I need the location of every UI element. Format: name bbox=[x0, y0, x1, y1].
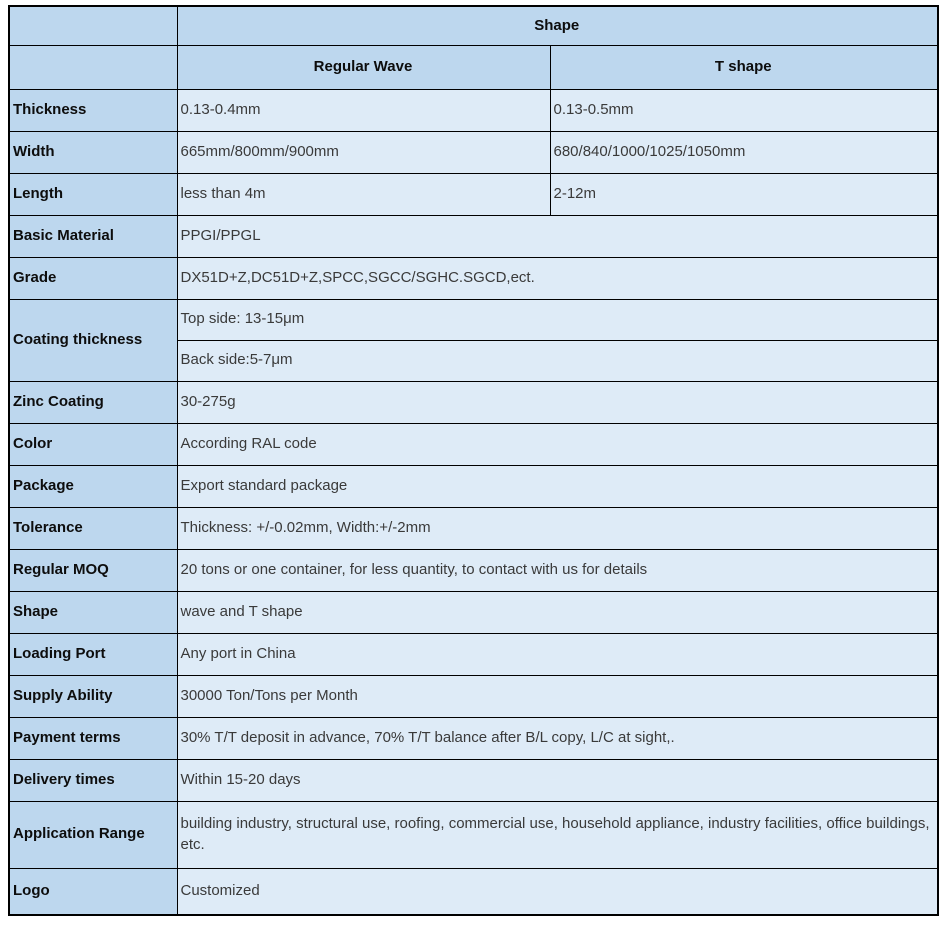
row-value: Customized bbox=[177, 868, 938, 915]
product-spec-table bbox=[8, 5, 939, 916]
table-row-coating-top-side bbox=[9, 299, 938, 340]
row-value-back-side: Back side:5-7μm bbox=[177, 340, 938, 381]
row-value: Any port in China bbox=[177, 633, 938, 675]
row-value: PPGI/PPGL bbox=[177, 215, 938, 257]
row-label: Length bbox=[9, 173, 177, 215]
row-label: Thickness bbox=[9, 89, 177, 131]
table-row-thickness bbox=[9, 89, 938, 131]
table-row-zinc-coating bbox=[9, 381, 938, 423]
column-header-regular-wave: Regular Wave bbox=[177, 45, 550, 89]
row-value: Within 15-20 days bbox=[177, 759, 938, 801]
row-value-t-shape: 0.13-0.5mm bbox=[550, 89, 938, 131]
row-label: Width bbox=[9, 131, 177, 173]
row-label: Supply Ability bbox=[9, 675, 177, 717]
row-value: 30% T/T deposit in advance, 70% T/T balance after B/L copy, L/C at sight,. bbox=[177, 717, 938, 759]
table-row-color bbox=[9, 423, 938, 465]
row-value: DX51D+Z,DC51D+Z,SPCC,SGCC/SGHC.SGCD,ect. bbox=[177, 257, 938, 299]
table-row-column-headers bbox=[9, 45, 938, 89]
row-value: 30-275g bbox=[177, 381, 938, 423]
row-label-coating-thickness: Coating thickness bbox=[9, 299, 177, 381]
table-row-width bbox=[9, 131, 938, 173]
column-header-t-shape: T shape bbox=[550, 45, 938, 89]
shape-header-cell: Shape bbox=[177, 6, 938, 45]
table-row-supply-ability bbox=[9, 675, 938, 717]
row-value-regular-wave: less than 4m bbox=[177, 173, 550, 215]
row-label: Loading Port bbox=[9, 633, 177, 675]
table-row-logo bbox=[9, 868, 938, 915]
row-label: Shape bbox=[9, 591, 177, 633]
table-row-delivery-times bbox=[9, 759, 938, 801]
table-row-loading-port bbox=[9, 633, 938, 675]
row-label: Delivery times bbox=[9, 759, 177, 801]
table-row-grade bbox=[9, 257, 938, 299]
table-row-application-range bbox=[9, 801, 938, 868]
table-row-shape-header bbox=[9, 6, 938, 45]
table-row-package bbox=[9, 465, 938, 507]
row-label: Zinc Coating bbox=[9, 381, 177, 423]
row-label: Regular MOQ bbox=[9, 549, 177, 591]
table-row-basic-material bbox=[9, 215, 938, 257]
table-row-tolerance bbox=[9, 507, 938, 549]
row-label: Logo bbox=[9, 868, 177, 915]
corner-empty-cell bbox=[9, 6, 177, 45]
row-value-t-shape: 2-12m bbox=[550, 173, 938, 215]
table-row-payment-terms bbox=[9, 717, 938, 759]
row-value-t-shape: 680/840/1000/1025/1050mm bbox=[550, 131, 938, 173]
row-label: Tolerance bbox=[9, 507, 177, 549]
row-value: wave and T shape bbox=[177, 591, 938, 633]
row-label: Color bbox=[9, 423, 177, 465]
table-row-regular-moq bbox=[9, 549, 938, 591]
row-value-regular-wave: 0.13-0.4mm bbox=[177, 89, 550, 131]
row-value: According RAL code bbox=[177, 423, 938, 465]
row-label: Payment terms bbox=[9, 717, 177, 759]
corner-empty-cell-2 bbox=[9, 45, 177, 89]
row-value-top-side: Top side: 13-15μm bbox=[177, 299, 938, 340]
row-value: Export standard package bbox=[177, 465, 938, 507]
row-label: Basic Material bbox=[9, 215, 177, 257]
row-label: Package bbox=[9, 465, 177, 507]
table-row-shape bbox=[9, 591, 938, 633]
row-value: 20 tons or one container, for less quantity, to contact with us for details bbox=[177, 549, 938, 591]
row-label: Application Range bbox=[9, 801, 177, 868]
row-value: building industry, structural use, roofing, commercial use, household appliance, industry facilities, office buildings, etc. bbox=[177, 801, 938, 868]
table-row-length bbox=[9, 173, 938, 215]
row-label: Grade bbox=[9, 257, 177, 299]
row-value: 30000 Ton/Tons per Month bbox=[177, 675, 938, 717]
row-value: Thickness: +/-0.02mm, Width:+/-2mm bbox=[177, 507, 938, 549]
row-value-regular-wave: 665mm/800mm/900mm bbox=[177, 131, 550, 173]
